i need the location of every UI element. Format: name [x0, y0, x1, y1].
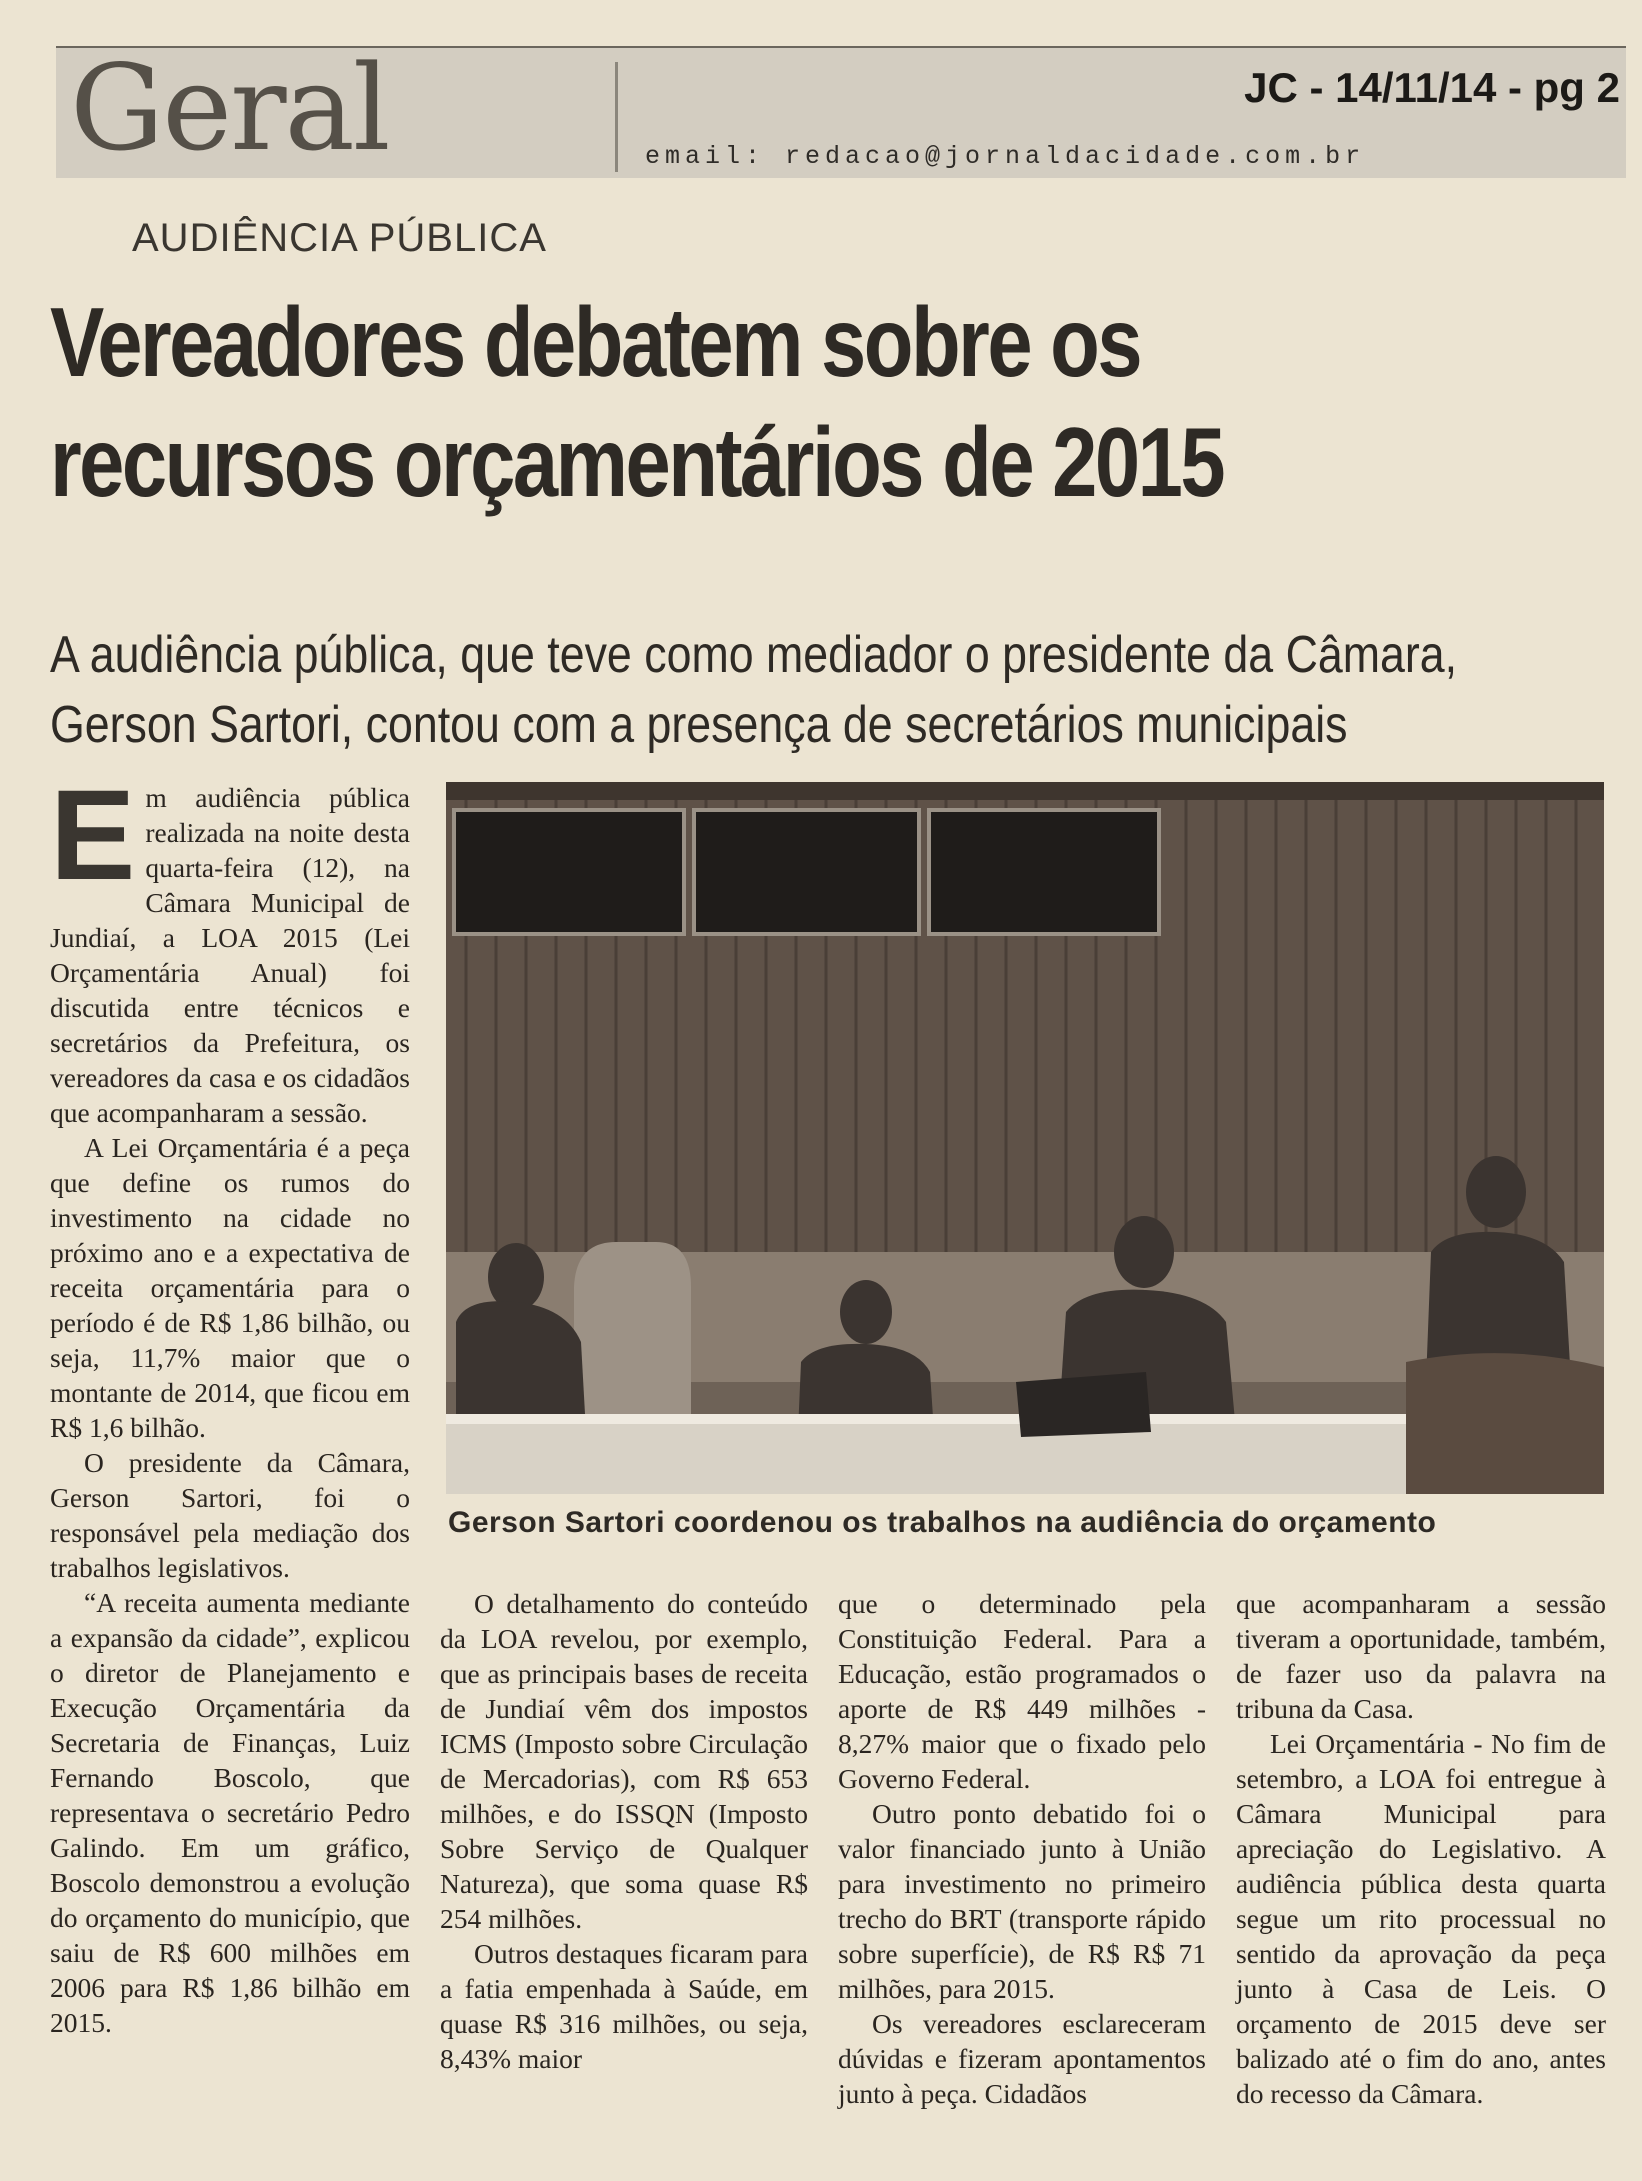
wall-monitors: [454, 810, 1159, 934]
article-kicker: AUDIÊNCIA PÚBLICA: [132, 216, 547, 260]
laptop: [1016, 1372, 1151, 1437]
header-divider: [615, 62, 618, 172]
paragraph: Os vereadores esclareceram dúvidas e fizeram apontamentos junto à peça. Cidadãos: [838, 2008, 1206, 2109]
article-column-4: [1236, 1586, 1606, 2111]
subheadline-line-2: Gerson Sartori, contou com a presença de secretários municipais: [50, 696, 1348, 754]
paragraph: O detalhamento do conteúdo da LOA revelou, por exemplo, que as principais bases de receita de Jundiaí vêm dos impostos ICMS (Imposto sobre Circulação de Mercadorias), com R$ 653 milhões, e do ISSQN (Imposto Sobre Serviço de Qualquer Natureza), que soma quase R$ 254 milhões.: [440, 1588, 808, 1934]
article-photo: [446, 782, 1604, 1494]
paragraph: Outros destaques ficaram para a fatia empenhada à Saúde, em quase R$ 316 milhões, ou seja, 8,43% maior: [440, 1938, 808, 2074]
drop-cap: E: [50, 764, 136, 907]
article-subheadline: [50, 620, 1630, 760]
headline-line-1: Vereadores debatem sobre os: [50, 287, 1141, 397]
subheadline-line-1: A audiência pública, que teve como mediador o presidente da Câmara,: [50, 626, 1458, 684]
edition-info: JC - 14/11/14 - pg 2: [1244, 64, 1620, 111]
contact-email: email: redacao@jornaldacidade.com.br: [645, 142, 1366, 171]
podium: [1406, 1353, 1604, 1494]
paragraph: Lei Orçamentária - No fim de setembro, a LOA foi entregue à Câmara Municipal para apreciação do Legislativo. A audiência pública desta quarta segue um rito processual no sentido da aprovação da peça junto à Casa de Leis. O orçamento de 2015 deve ser balizado até o fim do ano, antes do recesso da Câmara.: [1236, 1728, 1606, 2109]
article-column-1: [50, 764, 410, 2040]
paragraph-text: m audiência pública realizada na noite desta quarta-feira (12), na Câmara Municipal de Jundiaí, a LOA 2015 (Lei Orçamentária Anual) foi discutida entre técnicos e secretários da Prefeitura, os vereadores da casa e os cidadãos que acompanharam a sessão.: [50, 782, 410, 1128]
photo-caption: Gerson Sartori coordenou os trabalhos na audiência do orçamento: [448, 1506, 1437, 1539]
paragraph: A Lei Orçamentária é a peça que define os rumos do investimento na cidade no próximo ano e a expectativa de receita orçamentária para o período é de R$ 1,86 bilhão, ou seja, 11,7% maior que o montante de 2014, que ficou em R$ 1,6 bilhão.: [50, 1132, 410, 1443]
paragraph: que acompanharam a sessão tiveram a oportunidade, também, de fazer uso da palavra na tribuna da Casa.: [1236, 1588, 1606, 1724]
chair-shape: [574, 1242, 691, 1422]
article-column-3: [838, 1586, 1206, 2111]
paragraph: O presidente da Câmara, Gerson Sartori, foi o responsável pela mediação dos trabalhos legislativos.: [50, 1447, 410, 1583]
headline-line-2: recursos orçamentários de 2015: [50, 407, 1224, 517]
conference-table: [446, 1422, 1406, 1494]
paragraph: que o determinado pela Constituição Federal. Para a Educação, estão programados o aporte de R$ 449 milhões - 8,27% maior que o fixado pelo Governo Federal.: [838, 1588, 1206, 1794]
paragraph: [50, 764, 410, 1130]
article-column-2: [440, 1586, 808, 2076]
paragraph: Outro ponto debatido foi o valor financiado junto à União para investimento no primeiro trecho do BRT (transporte rápido sobre superfície), de R$ R$ 71 milhões, para 2015.: [838, 1798, 1206, 2004]
paragraph: “A receita aumenta mediante a expansão da cidade”, explicou o diretor de Planejamento e Execução Orçamentária da Secretaria de Finanças, Luiz Fernando Boscolo, que representava o secretário Pedro Galindo. Em um gráfico, Boscolo demonstrou a evolução do orçamento do município, que saiu de R$ 600 milhões em 2006 para R$ 1,86 bilhão em 2015.: [50, 1587, 410, 2038]
article-headline: [50, 282, 1630, 522]
section-title: Geral: [70, 39, 389, 177]
